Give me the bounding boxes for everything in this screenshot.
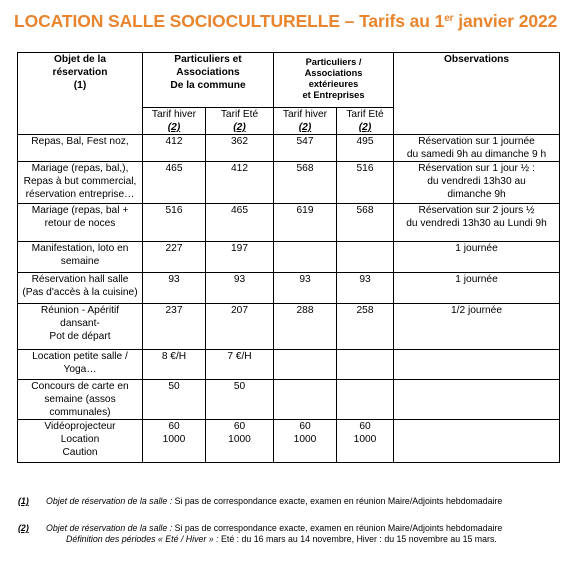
cell-text: semaine (assos	[44, 394, 116, 405]
cell-text: 619	[296, 205, 314, 216]
subheader-tarif-ete: Tarif Eté (2)	[206, 108, 274, 135]
cell-text: Repas, Bal, Fest noz,	[31, 136, 129, 147]
cell-text: 1000	[228, 434, 251, 445]
table-row	[18, 135, 560, 162]
cell-text: 362	[231, 136, 248, 147]
cell-text: Manifestation, loto en	[31, 243, 129, 254]
objet-cell	[18, 420, 143, 463]
tarif-commune-ete-cell	[206, 380, 274, 420]
cell-text: Caution	[62, 447, 98, 458]
tarif-exterieur-ete-cell	[337, 304, 394, 350]
observations-cell	[394, 204, 560, 242]
footnote-periods-text: Eté : du 16 mars au 14 novembre, Hiver : du 15 novembre au 15 mars.	[218, 534, 497, 544]
tarif-exterieur-hiver-cell	[274, 420, 337, 463]
cell-text: 60	[233, 421, 246, 432]
cell-text: 568	[296, 163, 314, 174]
cell-text: Repas à but commercial,	[23, 176, 137, 187]
cell-text: Location petite salle /	[32, 351, 128, 362]
tarif-commune-hiver-cell	[143, 380, 206, 420]
cell-text: (Pas d'accès à la cuisine)	[22, 287, 138, 298]
cell-text: 568	[356, 205, 374, 216]
cell-text: 197	[231, 243, 248, 254]
tarif-commune-ete-cell	[206, 135, 274, 162]
observations-cell	[394, 304, 560, 350]
cell-text: du samedi 9h au dimanche 9 h	[406, 149, 547, 160]
footnote-label: Objet de réservation de la salle :	[46, 496, 173, 506]
table-row	[18, 204, 560, 242]
cell-text: Réservation sur 1 jour ½ :	[418, 163, 535, 174]
cell-text: 516	[165, 205, 183, 216]
table-row	[18, 162, 560, 204]
subheader-tarif-hiver: Tarif hiver (2)	[143, 108, 206, 135]
cell-text: Pot de départ	[49, 331, 111, 342]
tarif-commune-ete-cell	[206, 420, 274, 463]
title-date: janvier 2022	[453, 11, 558, 31]
objet-cell	[18, 304, 143, 350]
tarif-exterieur-ete-cell	[337, 420, 394, 463]
tarif-exterieur-ete-cell	[337, 162, 394, 204]
subheader-tarif-ete: Tarif Eté (2)	[337, 108, 394, 135]
cell-text: 60	[299, 421, 311, 432]
cell-text: 207	[231, 305, 248, 316]
cell-text: 93	[168, 274, 180, 285]
header-exterieurs-entreprises: Particuliers / Associations extérieures et Entreprises	[274, 53, 394, 108]
table-row	[18, 273, 560, 304]
tarif-exterieur-ete-cell	[337, 242, 394, 273]
tarif-commune-ete-cell	[206, 350, 274, 380]
cell-text: 7 €/H	[227, 351, 252, 362]
cell-text: 516	[356, 163, 374, 174]
observations-cell	[394, 162, 560, 204]
cell-text: 1 journée	[455, 274, 498, 285]
cell-text: Location	[60, 434, 100, 445]
tarif-exterieur-ete-cell	[337, 350, 394, 380]
cell-text: dansant-	[60, 318, 100, 329]
cell-text: dimanche 9h	[447, 189, 506, 200]
cell-text: 1 journée	[455, 243, 498, 254]
tarif-exterieur-ete-cell	[337, 380, 394, 420]
tarif-exterieur-hiver-cell	[274, 242, 337, 273]
cell-text: 60	[168, 421, 180, 432]
footnote-1	[18, 496, 566, 507]
cell-text: 237	[165, 305, 183, 316]
title-main: LOCATION SALLE SOCIOCULTURELLE – Tarifs au 1	[14, 11, 445, 31]
tarif-exterieur-hiver-cell	[274, 304, 337, 350]
tarif-exterieur-hiver-cell	[274, 380, 337, 420]
footnote-label: Objet de réservation de la salle :	[46, 523, 173, 533]
cell-text: 495	[356, 136, 374, 147]
cell-text: semaine	[60, 256, 100, 267]
tarif-commune-hiver-cell	[143, 350, 206, 380]
observations-cell	[394, 273, 560, 304]
objet-cell	[18, 204, 143, 242]
cell-text: Mariage (repas, bal +	[31, 205, 129, 216]
cell-text: 288	[296, 305, 314, 316]
footnote-periods-label: Définition des périodes « Eté / Hiver » :	[66, 534, 219, 544]
cell-text: 227	[165, 243, 183, 254]
tarif-commune-hiver-cell	[143, 273, 206, 304]
page-title	[14, 11, 564, 32]
tarif-exterieur-ete-cell	[337, 204, 394, 242]
tarif-exterieur-ete-cell	[337, 135, 394, 162]
footnote-2	[18, 523, 566, 545]
footnote-mark: (2)	[18, 523, 29, 533]
cell-text: 1/2 journée	[451, 305, 502, 316]
tarif-commune-hiver-cell	[143, 420, 206, 463]
tarif-commune-hiver-cell	[143, 135, 206, 162]
cell-text: communales)	[49, 407, 111, 418]
tarif-commune-ete-cell	[206, 204, 274, 242]
cell-text: 1000	[293, 434, 317, 445]
table-body	[18, 135, 560, 463]
cell-text: Mariage (repas, bal,),	[31, 163, 129, 174]
objet-cell	[18, 273, 143, 304]
footnotes	[18, 496, 566, 561]
tarif-commune-ete-cell	[206, 304, 274, 350]
cell-text: du vendredi 13h30 au	[427, 176, 526, 187]
tarif-exterieur-hiver-cell	[274, 162, 337, 204]
cell-text: Réservation sur 2 jours ½	[418, 205, 535, 216]
cell-text: 93	[359, 274, 371, 285]
cell-text: Yoga…	[63, 364, 97, 375]
header-objet: Objet de la réservation (1)	[18, 53, 143, 135]
cell-text: 1000	[353, 434, 377, 445]
tarifs-table	[17, 52, 560, 463]
tarif-exterieur-hiver-cell	[274, 204, 337, 242]
footnote-text: Si pas de correspondance exacte, examen en réunion Maire/Adjoints hebdomadaire	[172, 523, 503, 533]
cell-text: 93	[233, 274, 246, 285]
table-row	[18, 350, 560, 380]
cell-text: retour de noces	[44, 218, 116, 229]
table-row	[18, 304, 560, 350]
tarif-exterieur-hiver-cell	[274, 135, 337, 162]
tarif-exterieur-ete-cell	[337, 273, 394, 304]
header-observations: Observations	[394, 53, 560, 135]
tarif-commune-ete-cell	[206, 242, 274, 273]
objet-cell	[18, 350, 143, 380]
table-row	[18, 242, 560, 273]
cell-text: Réservation sur 1 journée	[418, 136, 535, 147]
tarif-commune-ete-cell	[206, 273, 274, 304]
cell-text: du vendredi 13h30 au Lundi 9h	[406, 218, 547, 229]
cell-text: 258	[356, 305, 374, 316]
tarif-commune-hiver-cell	[143, 242, 206, 273]
observations-cell	[394, 242, 560, 273]
cell-text: 50	[233, 381, 246, 392]
cell-text: 547	[296, 136, 314, 147]
subheader-tarif-hiver: Tarif hiver (2)	[274, 108, 337, 135]
table-header-row	[18, 53, 560, 108]
title-superscript: er	[444, 13, 454, 24]
observations-cell	[394, 135, 560, 162]
tarif-commune-hiver-cell	[143, 304, 206, 350]
cell-text: réservation entreprise…	[25, 189, 135, 200]
objet-cell	[18, 135, 143, 162]
cell-text: 60	[359, 421, 371, 432]
observations-cell	[394, 420, 560, 463]
footnote-mark: (1)	[18, 496, 29, 506]
cell-text: Réservation hall salle	[31, 274, 129, 285]
cell-text: 465	[231, 205, 248, 216]
cell-text: 412	[231, 163, 248, 174]
table-row	[18, 420, 560, 463]
cell-text: 50	[168, 381, 180, 392]
tarif-exterieur-hiver-cell	[274, 273, 337, 304]
objet-cell	[18, 162, 143, 204]
cell-text: Réunion - Apéritif	[40, 305, 120, 316]
observations-cell	[394, 350, 560, 380]
objet-cell	[18, 380, 143, 420]
cell-text: 465	[165, 163, 183, 174]
cell-text: Concours de carte en	[31, 381, 129, 392]
footnote-text: Si pas de correspondance exacte, examen en réunion Maire/Adjoints hebdomadaire	[172, 496, 503, 506]
cell-text: 8 €/H	[161, 351, 187, 362]
header-particuliers-commune: Particuliers et Associations De la commune	[143, 53, 274, 108]
cell-text: 1000	[162, 434, 186, 445]
tarif-commune-hiver-cell	[143, 204, 206, 242]
cell-text: 412	[165, 136, 183, 147]
objet-cell	[18, 242, 143, 273]
cell-text: Vidéoprojecteur	[44, 421, 116, 432]
table-row	[18, 380, 560, 420]
tarif-commune-ete-cell	[206, 162, 274, 204]
tarif-exterieur-hiver-cell	[274, 350, 337, 380]
observations-cell	[394, 380, 560, 420]
tarif-commune-hiver-cell	[143, 162, 206, 204]
cell-text: 93	[299, 274, 311, 285]
